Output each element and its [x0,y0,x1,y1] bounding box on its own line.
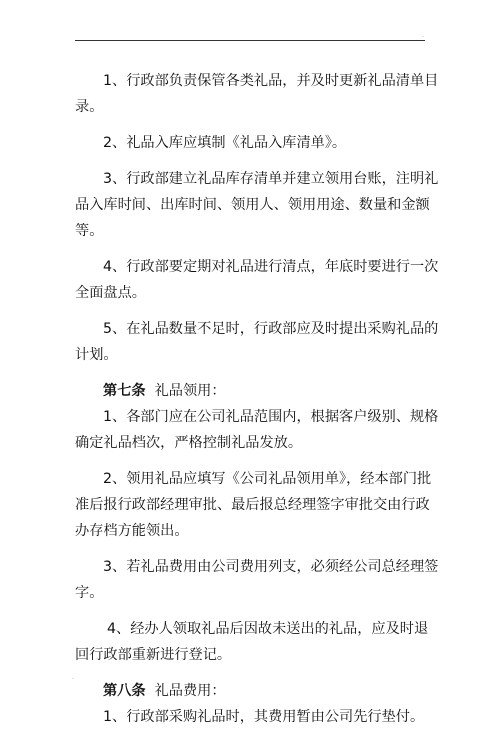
paragraph-2 [75,130,427,156]
section-label: 第八条 [103,683,146,699]
para-line: 5、在礼品数量不足时，行政部应及时提出采购礼品的 [103,321,439,337]
header-rule [75,40,425,41]
para-line: 等。 [75,223,104,239]
para-line: 确定礼品档次，严格控制礼品发放。 [75,435,303,451]
paragraph-5 [75,316,439,368]
para-line: 全面盘点。 [75,285,146,301]
para-line: 字。 [75,585,104,601]
para-line: 4、经办人领取礼品后因故未送出的礼品，应及时退 [107,621,429,637]
section-heading-8 [75,678,427,704]
paragraph-4 [75,254,439,306]
paragraph-7-3 [75,554,439,606]
section-title: 礼品领用： [154,383,226,399]
para-line: 1、各部门应在公司礼品范围内，根据客户级别、规格 [103,409,439,425]
corner-mark-top: . [422,32,424,39]
section-label: 第七条 [103,383,146,399]
para-line: 回行政部重新进行登记。 [75,647,232,663]
para-line: 1、行政部采购礼品时，其费用暂由公司先行垫付。 [103,709,425,725]
document-body [75,68,439,730]
paragraph-7-2 [75,466,432,544]
para-line: 品入库时间、出库时间、领用人、领用用途、数量和金额 [75,197,430,213]
paragraph-7-4 [75,616,427,668]
para-line: 办存档方能领出。 [75,523,189,539]
para-line: 2、礼品入库应填制《礼品入库清单》。 [103,135,347,151]
corner-mark-bottom: . [72,674,74,681]
para-line: 2、领用礼品应填写《公司礼品领用单》，经本部门批 [103,471,432,487]
para-line: 4、行政部要定期对礼品进行清点，年底时要进行一次 [103,259,439,275]
para-line: 准后报行政部经理审批、最后报总经理签字审批交由行政 [75,497,430,513]
para-line: 3、若礼品费用由公司费用列支，必须经公司总经理签 [103,559,439,575]
section-title: 礼品费用： [154,683,226,699]
paragraph-7-1 [75,404,439,456]
para-line: 计划。 [75,347,118,363]
paragraph-1 [75,68,439,120]
paragraph-3 [75,166,439,244]
section-heading-7 [75,378,427,404]
para-line: 3、行政部建立礼品库存清单并建立领用台账，注明礼 [103,171,439,187]
para-line: 1、行政部负责保管各类礼品，并及时更新礼品清单目 [103,73,439,89]
para-line: 录。 [75,99,104,115]
